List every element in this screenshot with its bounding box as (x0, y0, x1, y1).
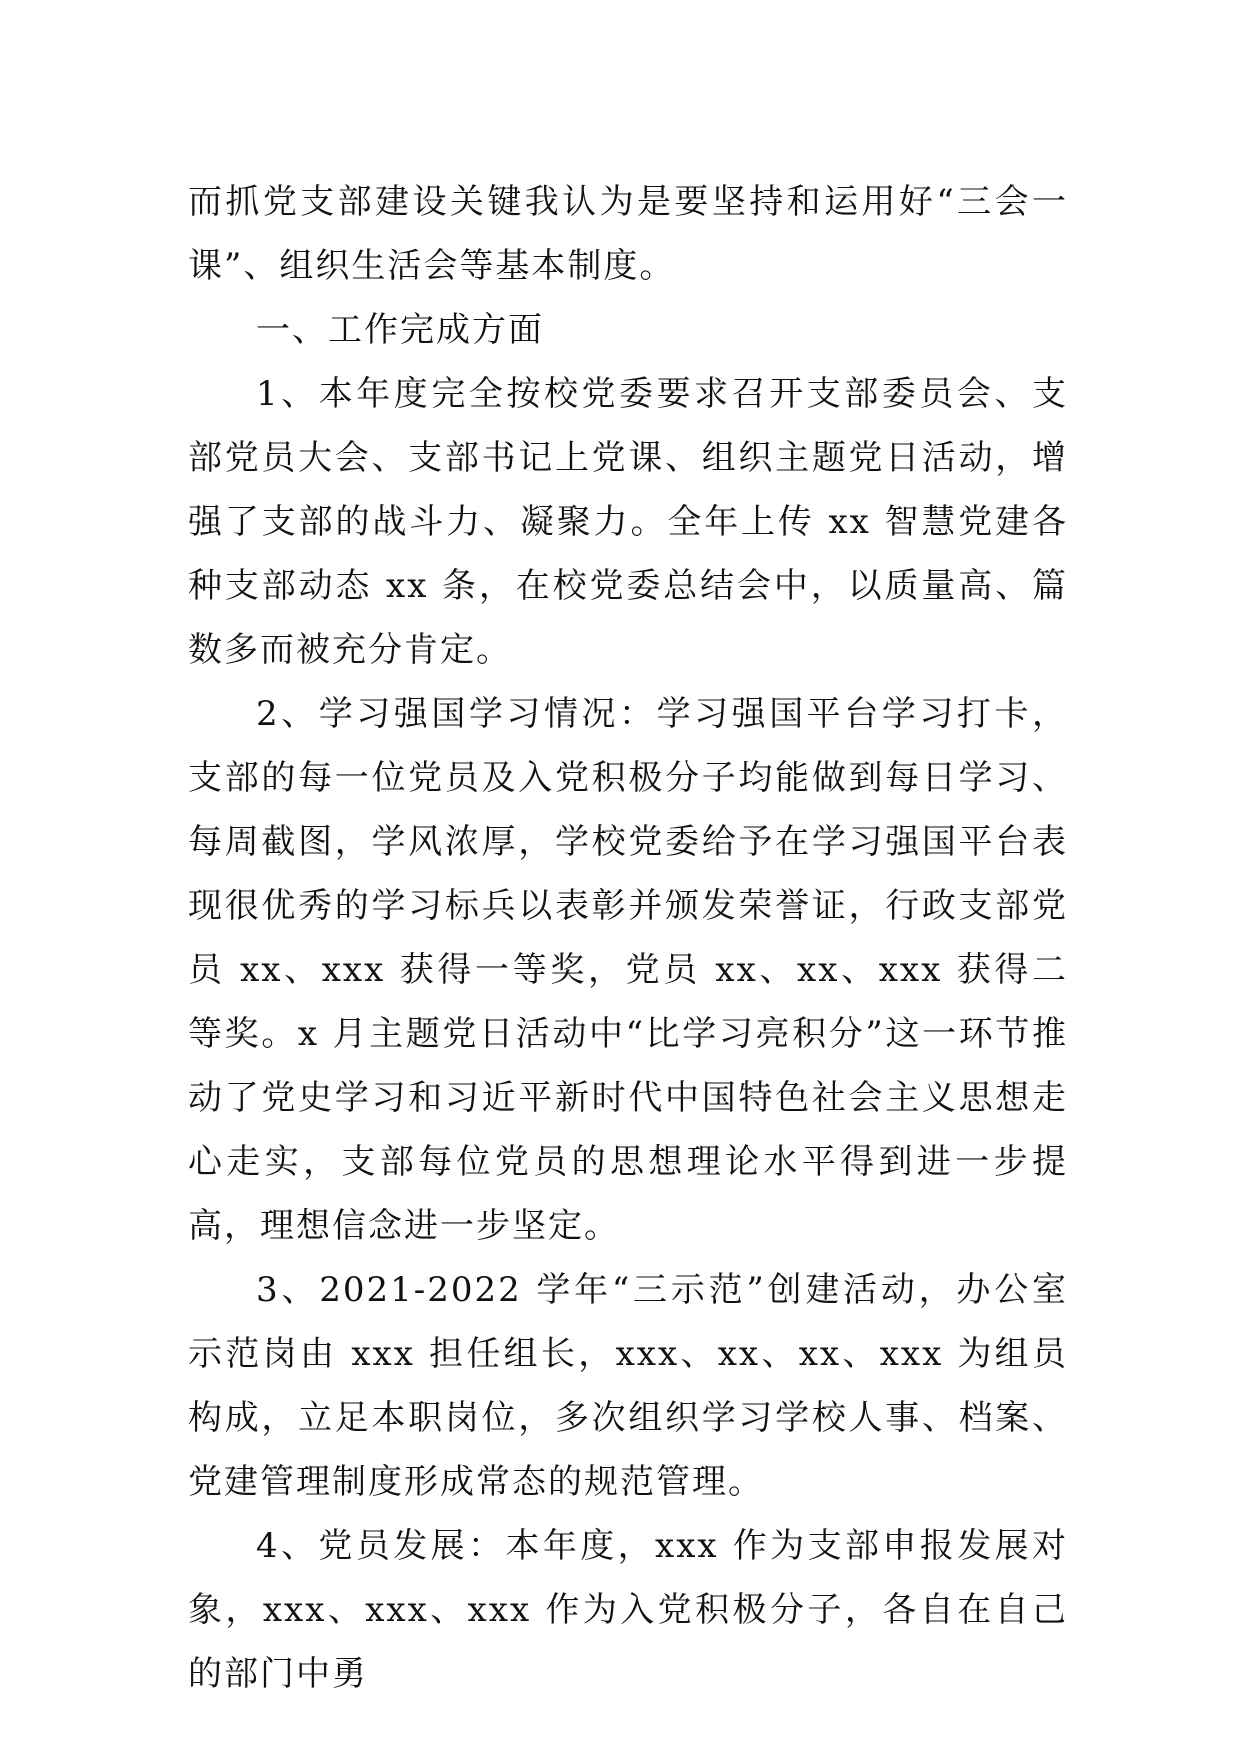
paragraph-continuation: 而抓党支部建设关键我认为是要坚持和运用好“三会一课”、组织生活会等基本制度。 (188, 182, 1068, 286)
paragraph-item-2: 2、学习强国学习情况：学习强国平台学习打卡，支部的每一位党员及入党积极分子均能做到每日学习、每周截图，学风浓厚，学校党委给予在学习强国平台表现很优秀的学习标兵以表彰并颁发荣誉证，行政支部党员 xx、xxx 获得一等奖，党员 xx、xx、xxx 获得二等奖。x 月主题党日活动中“比学习亮积分”这一环节推动了党史学习和习近平新时代中国特色社会主义思想走心走实，支部每位党员的思想理论水平得到进一步提高，理想信念进一步坚定。 (188, 694, 1068, 1246)
paragraph-item-1: 1、本年度完全按校党委要求召开支部委员会、支部党员大会、支部书记上党课、组织主题党日活动，增强了支部的战斗力、凝聚力。全年上传 xx 智慧党建各种支部动态 xx 条，在校党委总结会中，以质量高、篇数多而被充分肯定。 (188, 374, 1068, 670)
paragraph-item-3: 3、2021-2022 学年“三示范”创建活动，办公室示范岗由 xxx 担任组长，xxx、xx、xx、xxx 为组员构成，立足本职岗位，多次组织学习学校人事、档案、党建管理制度形成常态的规范管理。 (188, 1270, 1068, 1502)
document-body (188, 170, 1068, 1706)
section-heading: 一、工作完成方面 (256, 310, 544, 350)
paragraph-item-4: 4、党员发展：本年度，xxx 作为支部申报发展对象，xxx、xxx、xxx 作为入党积极分子，各自在自己的部门中勇 (188, 1526, 1068, 1694)
